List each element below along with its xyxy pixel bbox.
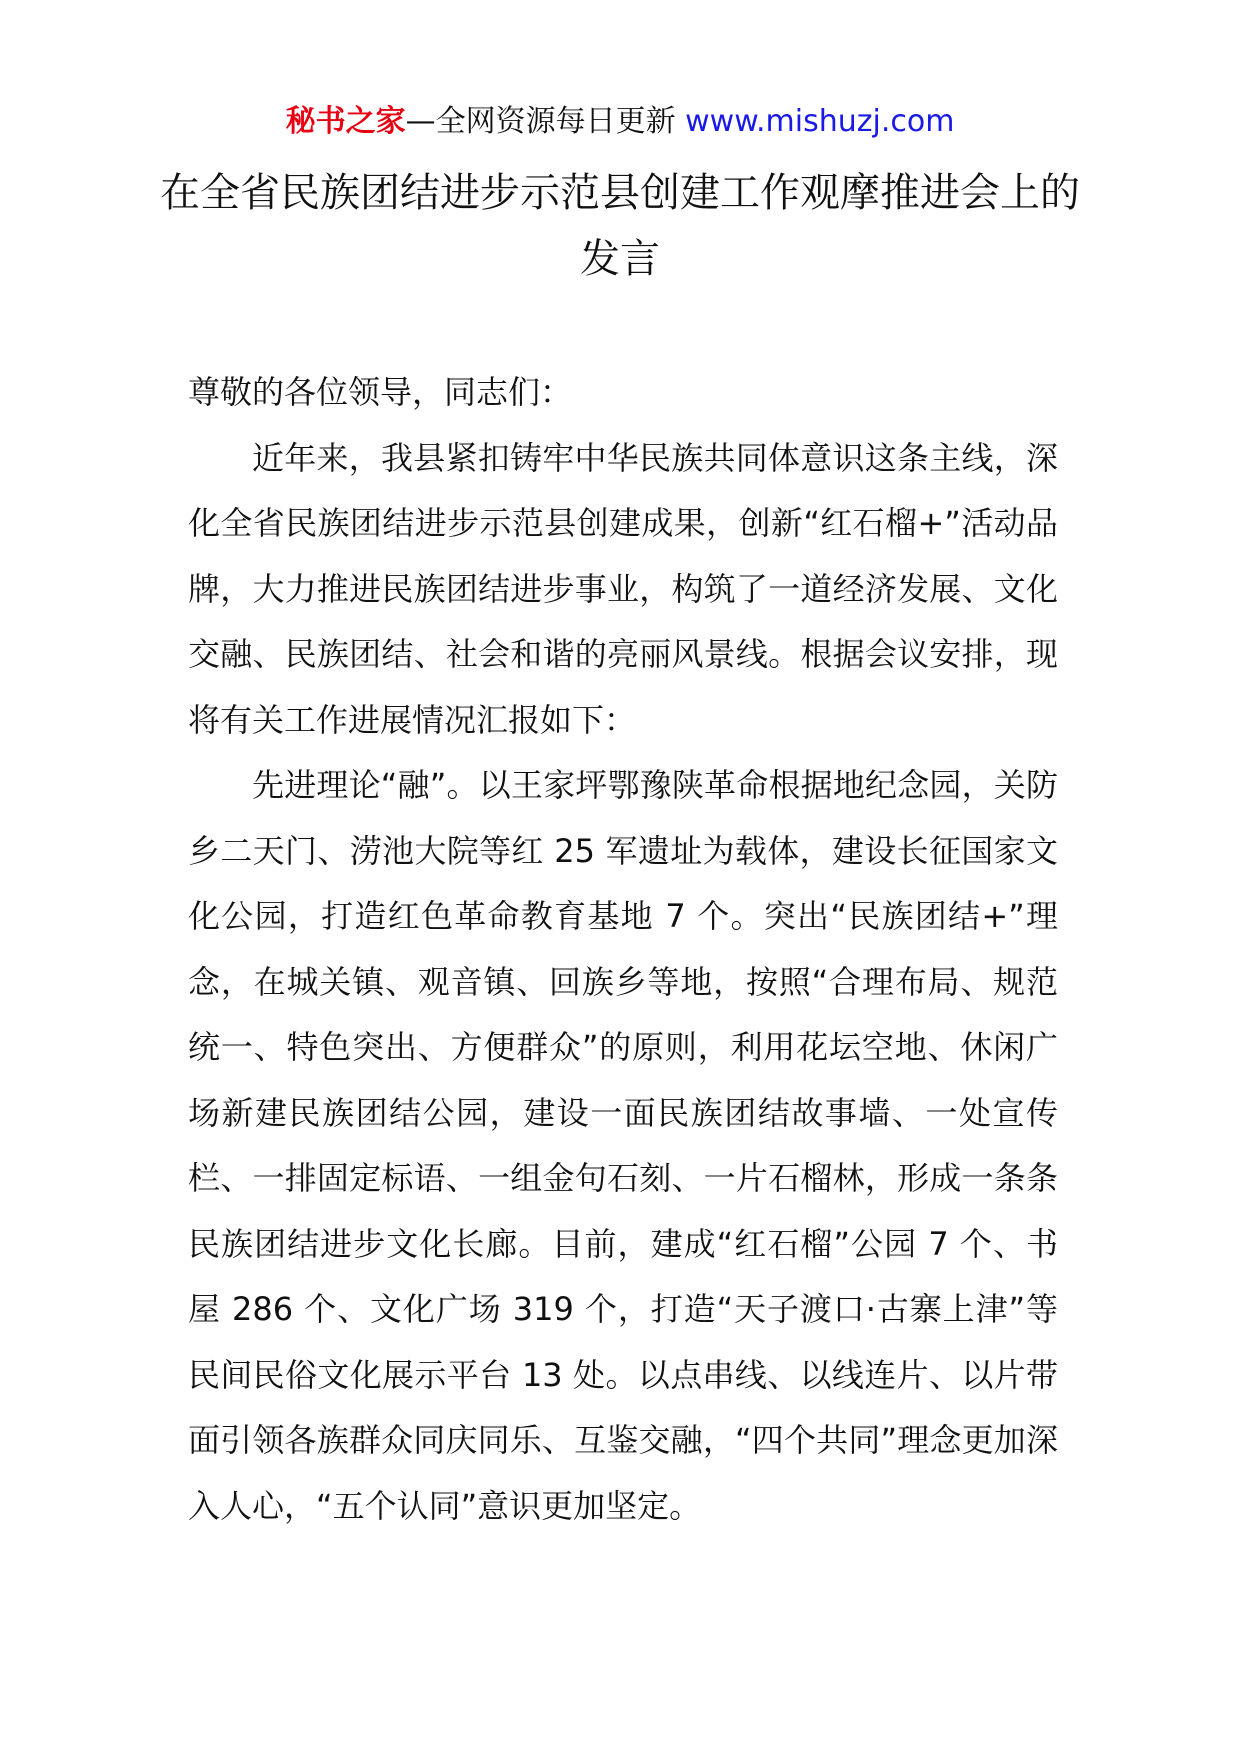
body-paragraph: 先进理论“融”。以王家坪鄂豫陕革命根据地纪念园，关防乡二天门、涝池大院等红 25 军遗址为载体，建设长征国家文化公园，打造红色革命教育基地 7 个。突出“民族团结+”理念，在城关镇、观音镇、回族乡等地，按照“合理布局、规范统一、特色突出、方便群众”的原则，利用花坛空地、休闲广场新建民族团结公园，建设一面民族团结故事墙、一处宣传栏、一排固定标语、一组金句石刻、一片石榴林，形成一条条民族团结进步文化长廊。目前，建成“红石榴”公园 7 个、书屋 286 个、文化广场 319 个，打造“天子渡口·古寨上津”等民间民俗文化展示平台 13 处。以点串线、以线连片、以片带面引领各族群众同庆同乐、互鉴交融，“四个共同”理念更加深入人心，“五个认同”意识更加坚定。 [188, 766, 1058, 1525]
salutation: 尊敬的各位领导，同志们： [188, 373, 573, 411]
body-paragraph: 近年来，我县紧扣铸牢中华民族共同体意识这条主线，深化全省民族团结进步示范县创建成果，创新“红石榴+”活动品牌，大力推进民族团结进步事业，构筑了一道经济发展、文化交融、民族团结、社会和谐的亮丽风景线。根据会议安排，现将有关工作进展情况汇报如下： [188, 438, 1058, 739]
document-body [188, 360, 1058, 1539]
site-banner [0, 100, 1240, 144]
brand-name: 秘书之家 [285, 104, 406, 139]
document-title: 在全省民族团结进步示范县创建工作观摩推进会上的发言 [160, 170, 1080, 282]
banner-slogan: —全网资源每日更新 [405, 104, 686, 139]
site-url-link[interactable]: www.mishuzj.com [685, 104, 955, 139]
